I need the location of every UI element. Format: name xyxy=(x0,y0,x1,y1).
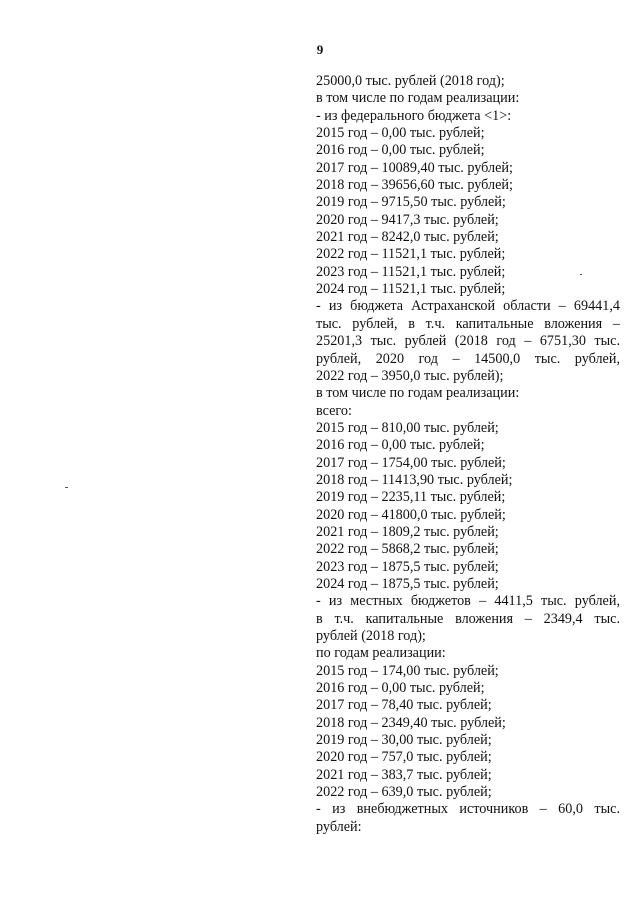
text-line: - из внебюджетных источников – 60,0 тыс. xyxy=(316,801,620,818)
text-line: 2021 год – 8242,0 тыс. рублей; xyxy=(316,229,499,246)
text-line: 2022 год – 3950,0 тыс. рублей); xyxy=(316,367,504,384)
text-line: 2015 год – 810,00 тыс. рублей; xyxy=(316,419,499,436)
scan-speck xyxy=(65,487,68,488)
page-number: 9 xyxy=(316,42,324,57)
text-line: всего: xyxy=(316,402,352,419)
scan-speck xyxy=(580,274,582,275)
text-line: 2015 год – 0,00 тыс. рублей; xyxy=(316,125,485,142)
text-line: 2019 год – 9715,50 тыс. рублей; xyxy=(316,194,506,211)
text-line: в том числе по годам реализации: xyxy=(316,90,520,107)
text-line: 2024 год – 1875,5 тыс. рублей; xyxy=(316,575,499,592)
text-line: 25201,3 тыс. рублей (2018 год – 6751,30 тыс. xyxy=(316,333,620,350)
text-line: - из федерального бюджета <1>: xyxy=(316,107,512,124)
text-line: 2021 год – 1809,2 тыс. рублей; xyxy=(316,523,499,540)
text-line: 25000,0 тыс. рублей (2018 год); xyxy=(316,73,505,89)
text-line: в том числе по годам реализации: xyxy=(316,385,520,402)
text-line: 2018 год – 39656,60 тыс. рублей; xyxy=(316,177,513,194)
text-line: 2023 год – 11521,1 тыс. рублей; xyxy=(316,263,506,280)
text-line: 2018 год – 11413,90 тыс. рублей; xyxy=(316,471,513,488)
text-line: 2020 год – 9417,3 тыс. рублей; xyxy=(316,211,499,228)
text-line: - из бюджета Астраханской области – 69441,4 xyxy=(316,298,620,315)
text-line: 2022 год – 5868,2 тыс. рублей; xyxy=(316,541,499,558)
text-line: 2016 год – 0,00 тыс. рублей; xyxy=(316,680,485,697)
text-line: - из местных бюджетов – 4411,5 тыс. рублей, xyxy=(316,593,620,610)
text-line: 2020 год – 41800,0 тыс. рублей; xyxy=(316,506,506,523)
text-line: 2015 год – 174,00 тыс. рублей; xyxy=(316,662,499,679)
text-line: по годам реализации: xyxy=(316,645,446,662)
text-line: в т.ч. капитальные вложения – 2349,4 тыс. xyxy=(316,610,620,627)
text-line: рублей, 2020 год – 14500,0 тыс. рублей, xyxy=(316,350,620,367)
text-line: 2021 год – 383,7 тыс. рублей; xyxy=(316,766,492,783)
text-line: 2019 год – 30,00 тыс. рублей; xyxy=(316,732,492,749)
text-line: 2016 год – 0,00 тыс. рублей; xyxy=(316,437,485,454)
text-line: 2023 год – 1875,5 тыс. рублей; xyxy=(316,558,499,575)
text-line: 2017 год – 1754,00 тыс. рублей; xyxy=(316,454,506,471)
text-line: тыс. рублей, в т.ч. капитальные вложения – xyxy=(316,315,620,332)
text-line: 2024 год – 11521,1 тыс. рублей; xyxy=(316,281,506,298)
text-line: 2017 год – 10089,40 тыс. рублей; xyxy=(316,159,513,176)
text-line: рублей: xyxy=(316,818,362,835)
text-line: 2022 год – 11521,1 тыс. рублей; xyxy=(316,246,506,263)
text-line: 2017 год – 78,40 тыс. рублей; xyxy=(316,697,492,714)
text-line: 2020 год – 757,0 тыс. рублей; xyxy=(316,749,492,766)
text-line: 2022 год – 639,0 тыс. рублей; xyxy=(316,784,492,801)
document-text-column xyxy=(316,73,620,836)
text-line: 2019 год – 2235,11 тыс. рублей; xyxy=(316,489,506,506)
text-line: 2018 год – 2349,40 тыс. рублей; xyxy=(316,714,506,731)
text-line: 2016 год – 0,00 тыс. рублей; xyxy=(316,142,485,159)
text-line: рублей (2018 год); xyxy=(316,628,426,644)
